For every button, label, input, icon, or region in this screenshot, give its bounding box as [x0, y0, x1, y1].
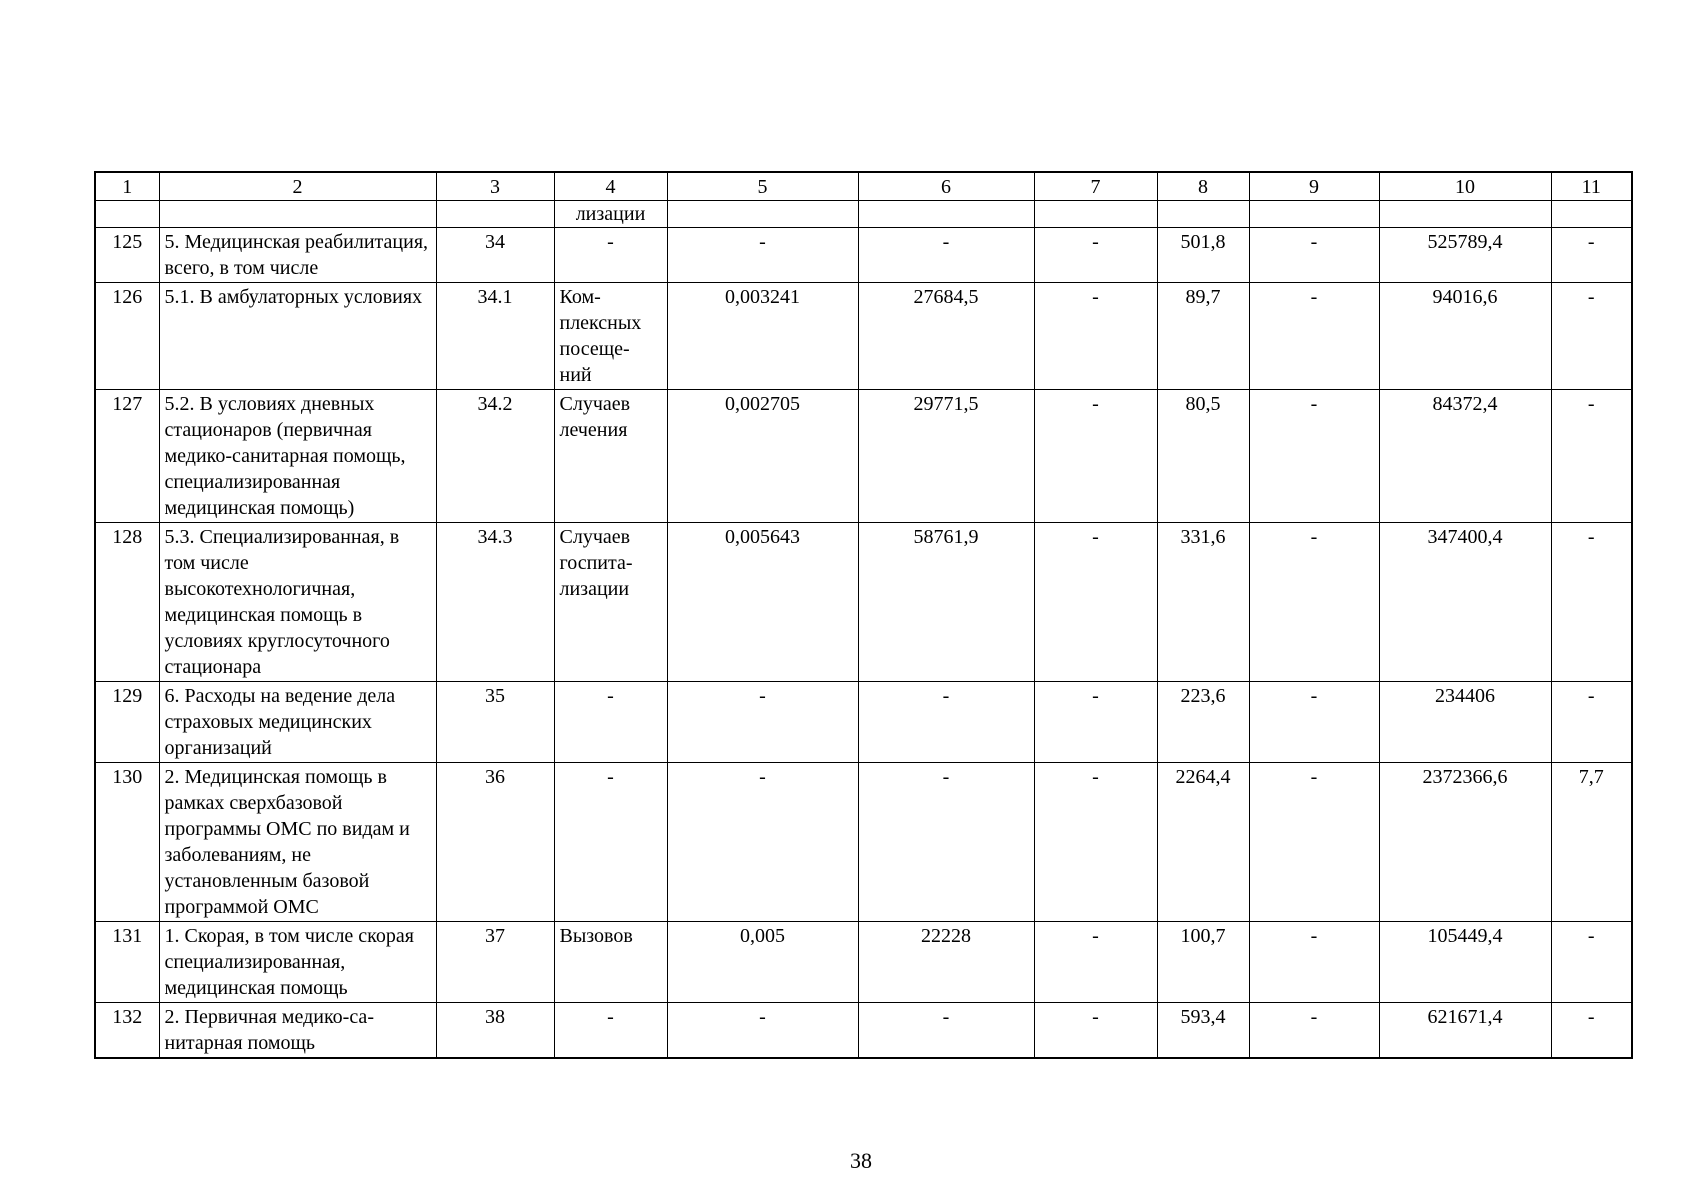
table-cell [1034, 201, 1157, 228]
table-cell: 2264,4 [1157, 763, 1249, 922]
row-number: 131 [95, 922, 159, 1003]
row-unit: - [554, 1003, 667, 1059]
continuation-row [95, 201, 1632, 228]
table-row [95, 283, 1632, 390]
table-cell: 100,7 [1157, 922, 1249, 1003]
col-header-6: 6 [858, 172, 1034, 201]
col-header-5: 5 [667, 172, 858, 201]
row-unit: Случаев лечения [554, 390, 667, 523]
table-cell: - [1249, 682, 1379, 763]
table-cell: - [1034, 1003, 1157, 1059]
table-row [95, 523, 1632, 682]
table-cell: - [1034, 228, 1157, 283]
col-header-10: 10 [1379, 172, 1551, 201]
row-unit: - [554, 228, 667, 283]
row-number: 132 [95, 1003, 159, 1059]
table-cell: - [1034, 390, 1157, 523]
row-name: 5. Медицинская реабилитация, всего, в том числе [159, 228, 436, 283]
table-cell [1249, 201, 1379, 228]
table-cell: - [1551, 922, 1632, 1003]
table-cell: - [1551, 682, 1632, 763]
table-cell: - [1034, 922, 1157, 1003]
table-cell: 525789,4 [1379, 228, 1551, 283]
table-cell: 621671,4 [1379, 1003, 1551, 1059]
row-code: 38 [436, 1003, 554, 1059]
row-name: 2. Первичная медико-са-нитарная помощь [159, 1003, 436, 1059]
table-cell: 501,8 [1157, 228, 1249, 283]
table-cell: 0,003241 [667, 283, 858, 390]
table-row [95, 228, 1632, 283]
col-header-1: 1 [95, 172, 159, 201]
col-header-4: 4 [554, 172, 667, 201]
row-unit: Вызовов [554, 922, 667, 1003]
table-row [95, 922, 1632, 1003]
row-code: 36 [436, 763, 554, 922]
table-cell: - [1551, 390, 1632, 523]
col-header-7: 7 [1034, 172, 1157, 201]
col-header-3: 3 [436, 172, 554, 201]
row-unit: Случаев госпита-лизации [554, 523, 667, 682]
table-cell: 234406 [1379, 682, 1551, 763]
data-table [94, 171, 1633, 1059]
row-name: 5.2. В условиях дневных стационаров (первичная медико-санитарная помощь, специализированная медицинская помощь) [159, 390, 436, 523]
table-cell: 22228 [858, 922, 1034, 1003]
table-cell: 593,4 [1157, 1003, 1249, 1059]
table-cell: 223,6 [1157, 682, 1249, 763]
table-cell: 0,005 [667, 922, 858, 1003]
table-cell: 94016,6 [1379, 283, 1551, 390]
col-header-9: 9 [1249, 172, 1379, 201]
table-cell: - [1034, 523, 1157, 682]
table-cell: - [1034, 763, 1157, 922]
row-code: 34 [436, 228, 554, 283]
table-cell: 331,6 [1157, 523, 1249, 682]
table-cell: 58761,9 [858, 523, 1034, 682]
table-cell: - [1249, 228, 1379, 283]
row-name: 6. Расходы на ведение дела страховых медицинских организаций [159, 682, 436, 763]
table-cell: - [1551, 1003, 1632, 1059]
row-code: 37 [436, 922, 554, 1003]
col-header-2: 2 [159, 172, 436, 201]
table-cell: - [667, 1003, 858, 1059]
table-cell: 2372366,6 [1379, 763, 1551, 922]
table-cell: 29771,5 [858, 390, 1034, 523]
row-number: 128 [95, 523, 159, 682]
table-cell: - [1551, 283, 1632, 390]
row-number: 127 [95, 390, 159, 523]
row-name: 2. Медицинская помощь в рамках сверхбазовой программы ОМС по видам и заболеваниям, не установленным базовой программой ОМС [159, 763, 436, 922]
table-cell: - [1551, 228, 1632, 283]
table-cell: - [1249, 283, 1379, 390]
row-code: 34.1 [436, 283, 554, 390]
table-cell: - [1551, 523, 1632, 682]
table-cell: - [858, 1003, 1034, 1059]
row-unit: Ком-плексных посеще-ний [554, 283, 667, 390]
table-cell: 89,7 [1157, 283, 1249, 390]
table-cell: - [858, 763, 1034, 922]
row-name: 5.1. В амбулаторных условиях [159, 283, 436, 390]
row-number: 126 [95, 283, 159, 390]
table-cell: - [858, 682, 1034, 763]
table-cell: лизации [554, 201, 667, 228]
row-number: 125 [95, 228, 159, 283]
table-cell: 0,002705 [667, 390, 858, 523]
table-cell [436, 201, 554, 228]
col-header-11: 11 [1551, 172, 1632, 201]
table-cell: - [1249, 390, 1379, 523]
col-header-8: 8 [1157, 172, 1249, 201]
table-row [95, 763, 1632, 922]
table-cell [858, 201, 1034, 228]
table-cell: - [1249, 523, 1379, 682]
table-cell: 7,7 [1551, 763, 1632, 922]
table-cell: - [667, 228, 858, 283]
table-row [95, 682, 1632, 763]
table-cell: - [1249, 763, 1379, 922]
table-cell: - [1249, 1003, 1379, 1059]
row-name: 5.3. Специализированная, в том числе высокотехнологичная, медицинская помощь в условиях круглосуточного стационара [159, 523, 436, 682]
table-cell: - [667, 682, 858, 763]
table-row [95, 390, 1632, 523]
table-cell: 347400,4 [1379, 523, 1551, 682]
row-code: 34.3 [436, 523, 554, 682]
table-cell: - [1249, 922, 1379, 1003]
table-cell: 80,5 [1157, 390, 1249, 523]
table-cell: - [667, 763, 858, 922]
table-cell [1157, 201, 1249, 228]
row-code: 35 [436, 682, 554, 763]
column-number-row [95, 172, 1632, 201]
table-row [95, 1003, 1632, 1059]
table-cell [667, 201, 858, 228]
row-unit: - [554, 682, 667, 763]
row-number: 129 [95, 682, 159, 763]
table-cell: - [1034, 682, 1157, 763]
row-code: 34.2 [436, 390, 554, 523]
row-unit: - [554, 763, 667, 922]
table-cell: - [858, 228, 1034, 283]
table-cell [1379, 201, 1551, 228]
page-number: 38 [850, 1148, 872, 1173]
table-cell [159, 201, 436, 228]
table-cell [1551, 201, 1632, 228]
table-cell: 105449,4 [1379, 922, 1551, 1003]
row-name: 1. Скорая, в том числе скорая специализированная, медицинская помощь [159, 922, 436, 1003]
table-cell: 0,005643 [667, 523, 858, 682]
table-cell: - [1034, 283, 1157, 390]
table-cell: 27684,5 [858, 283, 1034, 390]
table-cell: 84372,4 [1379, 390, 1551, 523]
table-cell [95, 201, 159, 228]
row-number: 130 [95, 763, 159, 922]
